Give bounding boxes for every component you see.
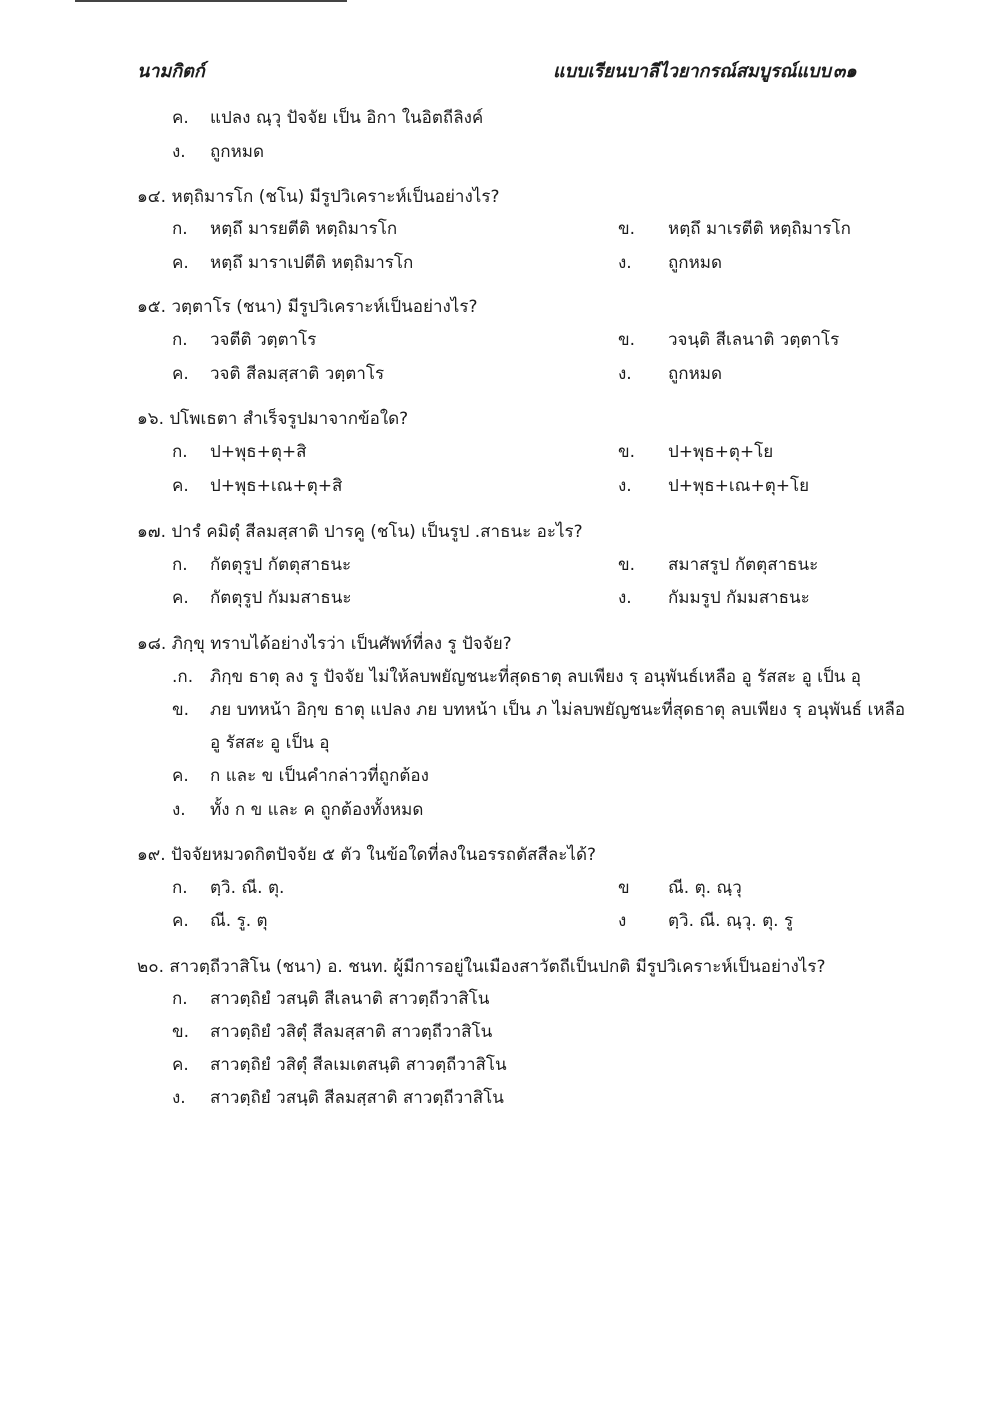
choice-marker: ก. <box>172 878 188 898</box>
choice-marker: ค. <box>172 766 189 786</box>
choice-text: ถูกหมด <box>668 364 723 384</box>
choice-marker: ก. <box>172 330 188 350</box>
choice-marker: ข. <box>618 219 636 239</box>
top-rule <box>75 0 347 2</box>
choice-marker: ข <box>618 878 630 898</box>
choice-text: ณี. ตุ. ณฺวุ <box>668 878 742 898</box>
choice-text: ภิกฺข ธาตุ ลง รู ปัจจัย ไม่ให้ลบพยัญชนะที่สุดธาตุ ลบเพียง รฺ อนุพันธ์เหลือ อู รัสสะ อู เป็น อุ <box>210 667 862 687</box>
choice-text: ตฺวิ. ณี. ตุ. <box>210 878 285 898</box>
question-17: ๑๗. ปารํ คมิตุํ สีลมสฺสาติ ปารคู (ชโน) เป็นรูป .สาธนะ อะไร? <box>137 522 583 542</box>
choice-marker: ง. <box>172 800 186 820</box>
choice-text-continuation: อู รัสสะ อู เป็น อุ <box>210 733 330 753</box>
choice-text: สาวตฺถิยํ วสิตุํ สีลมสฺสาติ สาวตฺถีวาสิโน <box>210 1022 493 1042</box>
choice-text: กัตตุรูป กัตตุสาธนะ <box>210 555 352 575</box>
choice-marker: ข. <box>618 442 636 462</box>
choice-text: ณี. รู. ตุ <box>210 911 268 931</box>
question-20: ๒๐. สาวตฺถีวาสิโน (ชนา) อ. ชนท. ผู้มีการอยู่ในเมืองสาวัตถีเป็นปกติ มีรูปวิเคราะห์เป็นอย่างไร? <box>137 957 826 977</box>
choice-marker: ก. <box>172 219 188 239</box>
choice-marker: ค. <box>172 911 189 931</box>
choice-marker: ข. <box>172 700 190 720</box>
choice-text: วจติ สีลมสฺสาติ วตฺตาโร <box>210 364 385 384</box>
choice-text: วจตีติ วตฺตาโร <box>210 330 317 350</box>
choice-marker: ค. <box>172 476 189 496</box>
choice-text: ภย บทหน้า อิกฺข ธาตุ แปลง ภย บทหน้า เป็น ภ ไม่ลบพยัญชนะที่สุดธาตุ ลบเพียง รฺ อนุพันธ์ เหลือ <box>210 700 906 720</box>
choice-text: สาวตฺถิยํ วสิตุํ สีลเมเตสนฺติ สาวตฺถีวาสิโน <box>210 1055 507 1075</box>
choice-text: หตฺถึ มาเรตีติ หตฺถิมารโก <box>668 219 851 239</box>
choice-text: ป+พุธ+เณ+ตุ+โย <box>668 476 810 496</box>
choice-marker: ง. <box>618 588 632 608</box>
choice-text: ก และ ข เป็นคำกล่าวที่ถูกต้อง <box>210 766 429 786</box>
choice-marker: ก. <box>172 442 188 462</box>
question-18: ๑๘. ภิกฺขุ ทราบได้อย่างไรว่า เป็นศัพท์ที่ลง รู ปัจจัย? <box>137 634 512 654</box>
choice-text: สมาสรูป กัตตุสาธนะ <box>668 555 819 575</box>
choice-text: กัมมรูป กัมมสาธนะ <box>668 588 810 608</box>
choice-text: ตฺวิ. ณี. ณฺวุ. ตุ. รู <box>668 911 794 931</box>
choice-marker: ก. <box>172 555 188 575</box>
choice-text: หตฺถึ มารยตีติ หตฺถิมารโก <box>210 219 398 239</box>
choice-marker: ง <box>618 911 627 931</box>
running-header-left: นามกิตก์ <box>137 61 205 82</box>
choice-marker: ค. <box>172 108 189 128</box>
choice-text: ป+พุธ+เณ+ตุ+สิ <box>210 476 343 496</box>
choice-marker: ง. <box>172 1088 186 1108</box>
choice-marker: ค. <box>172 253 189 273</box>
choice-marker: ก. <box>172 989 188 1009</box>
choice-marker: ข. <box>618 330 636 350</box>
choice-marker: ข. <box>172 1022 190 1042</box>
choice-text: หตฺถึ มาราเปตีติ หตฺถิมารโก <box>210 253 414 273</box>
choice-text: แปลง ณฺวุ ปัจจัย เป็น อิกา ในอิตถีลิงค์ <box>210 108 484 128</box>
choice-marker: ง. <box>618 364 632 384</box>
choice-text: ถูกหมด <box>668 253 723 273</box>
choice-text: สาวตฺถิยํ วสนฺติ สีลมสฺสาติ สาวตฺถีวาสิโน <box>210 1088 504 1108</box>
choice-text: ทั้ง ก ข และ ค ถูกต้องทั้งหมด <box>210 800 424 820</box>
choice-marker: ง. <box>172 142 186 162</box>
choice-text: ถูกหมด <box>210 142 265 162</box>
choice-marker: ค. <box>172 364 189 384</box>
page-number: ๓๑ <box>833 61 857 82</box>
choice-marker: .ก. <box>172 667 194 687</box>
choice-marker: ค. <box>172 1055 189 1075</box>
choice-text: กัตตุรูป กัมมสาธนะ <box>210 588 352 608</box>
running-header-title: แบบเรียนบาลีไวยากรณ์สมบูรณ์แบบ <box>553 61 831 82</box>
question-19: ๑๙. ปัจจัยหมวดกิตปัจจัย ๕ ตัว ในข้อใดที่ลงในอรรถตัสสีละได้? <box>137 845 597 865</box>
choice-text: สาวตฺถิยํ วสนฺติ สีเลนาติ สาวตฺถีวาสิโน <box>210 989 490 1009</box>
choice-marker: ง. <box>618 253 632 273</box>
question-16: ๑๖. ปโพเธตา สำเร็จรูปมาจากข้อใด? <box>137 409 409 429</box>
choice-text: วจนฺติ สีเลนาติ วตฺตาโร <box>668 330 840 350</box>
choice-marker: ค. <box>172 588 189 608</box>
choice-marker: ง. <box>618 476 632 496</box>
question-14: ๑๔. หตฺถิมารโก (ชโน) มีรูปวิเคราะห์เป็นอย่างไร? <box>137 187 500 207</box>
choice-text: ป+พุธ+ตุ+โย <box>668 442 774 462</box>
choice-marker: ข. <box>618 555 636 575</box>
question-15: ๑๕. วตฺตาโร (ชนา) มีรูปวิเคราะห์เป็นอย่างไร? <box>137 297 478 317</box>
choice-text: ป+พุธ+ตุ+สิ <box>210 442 307 462</box>
